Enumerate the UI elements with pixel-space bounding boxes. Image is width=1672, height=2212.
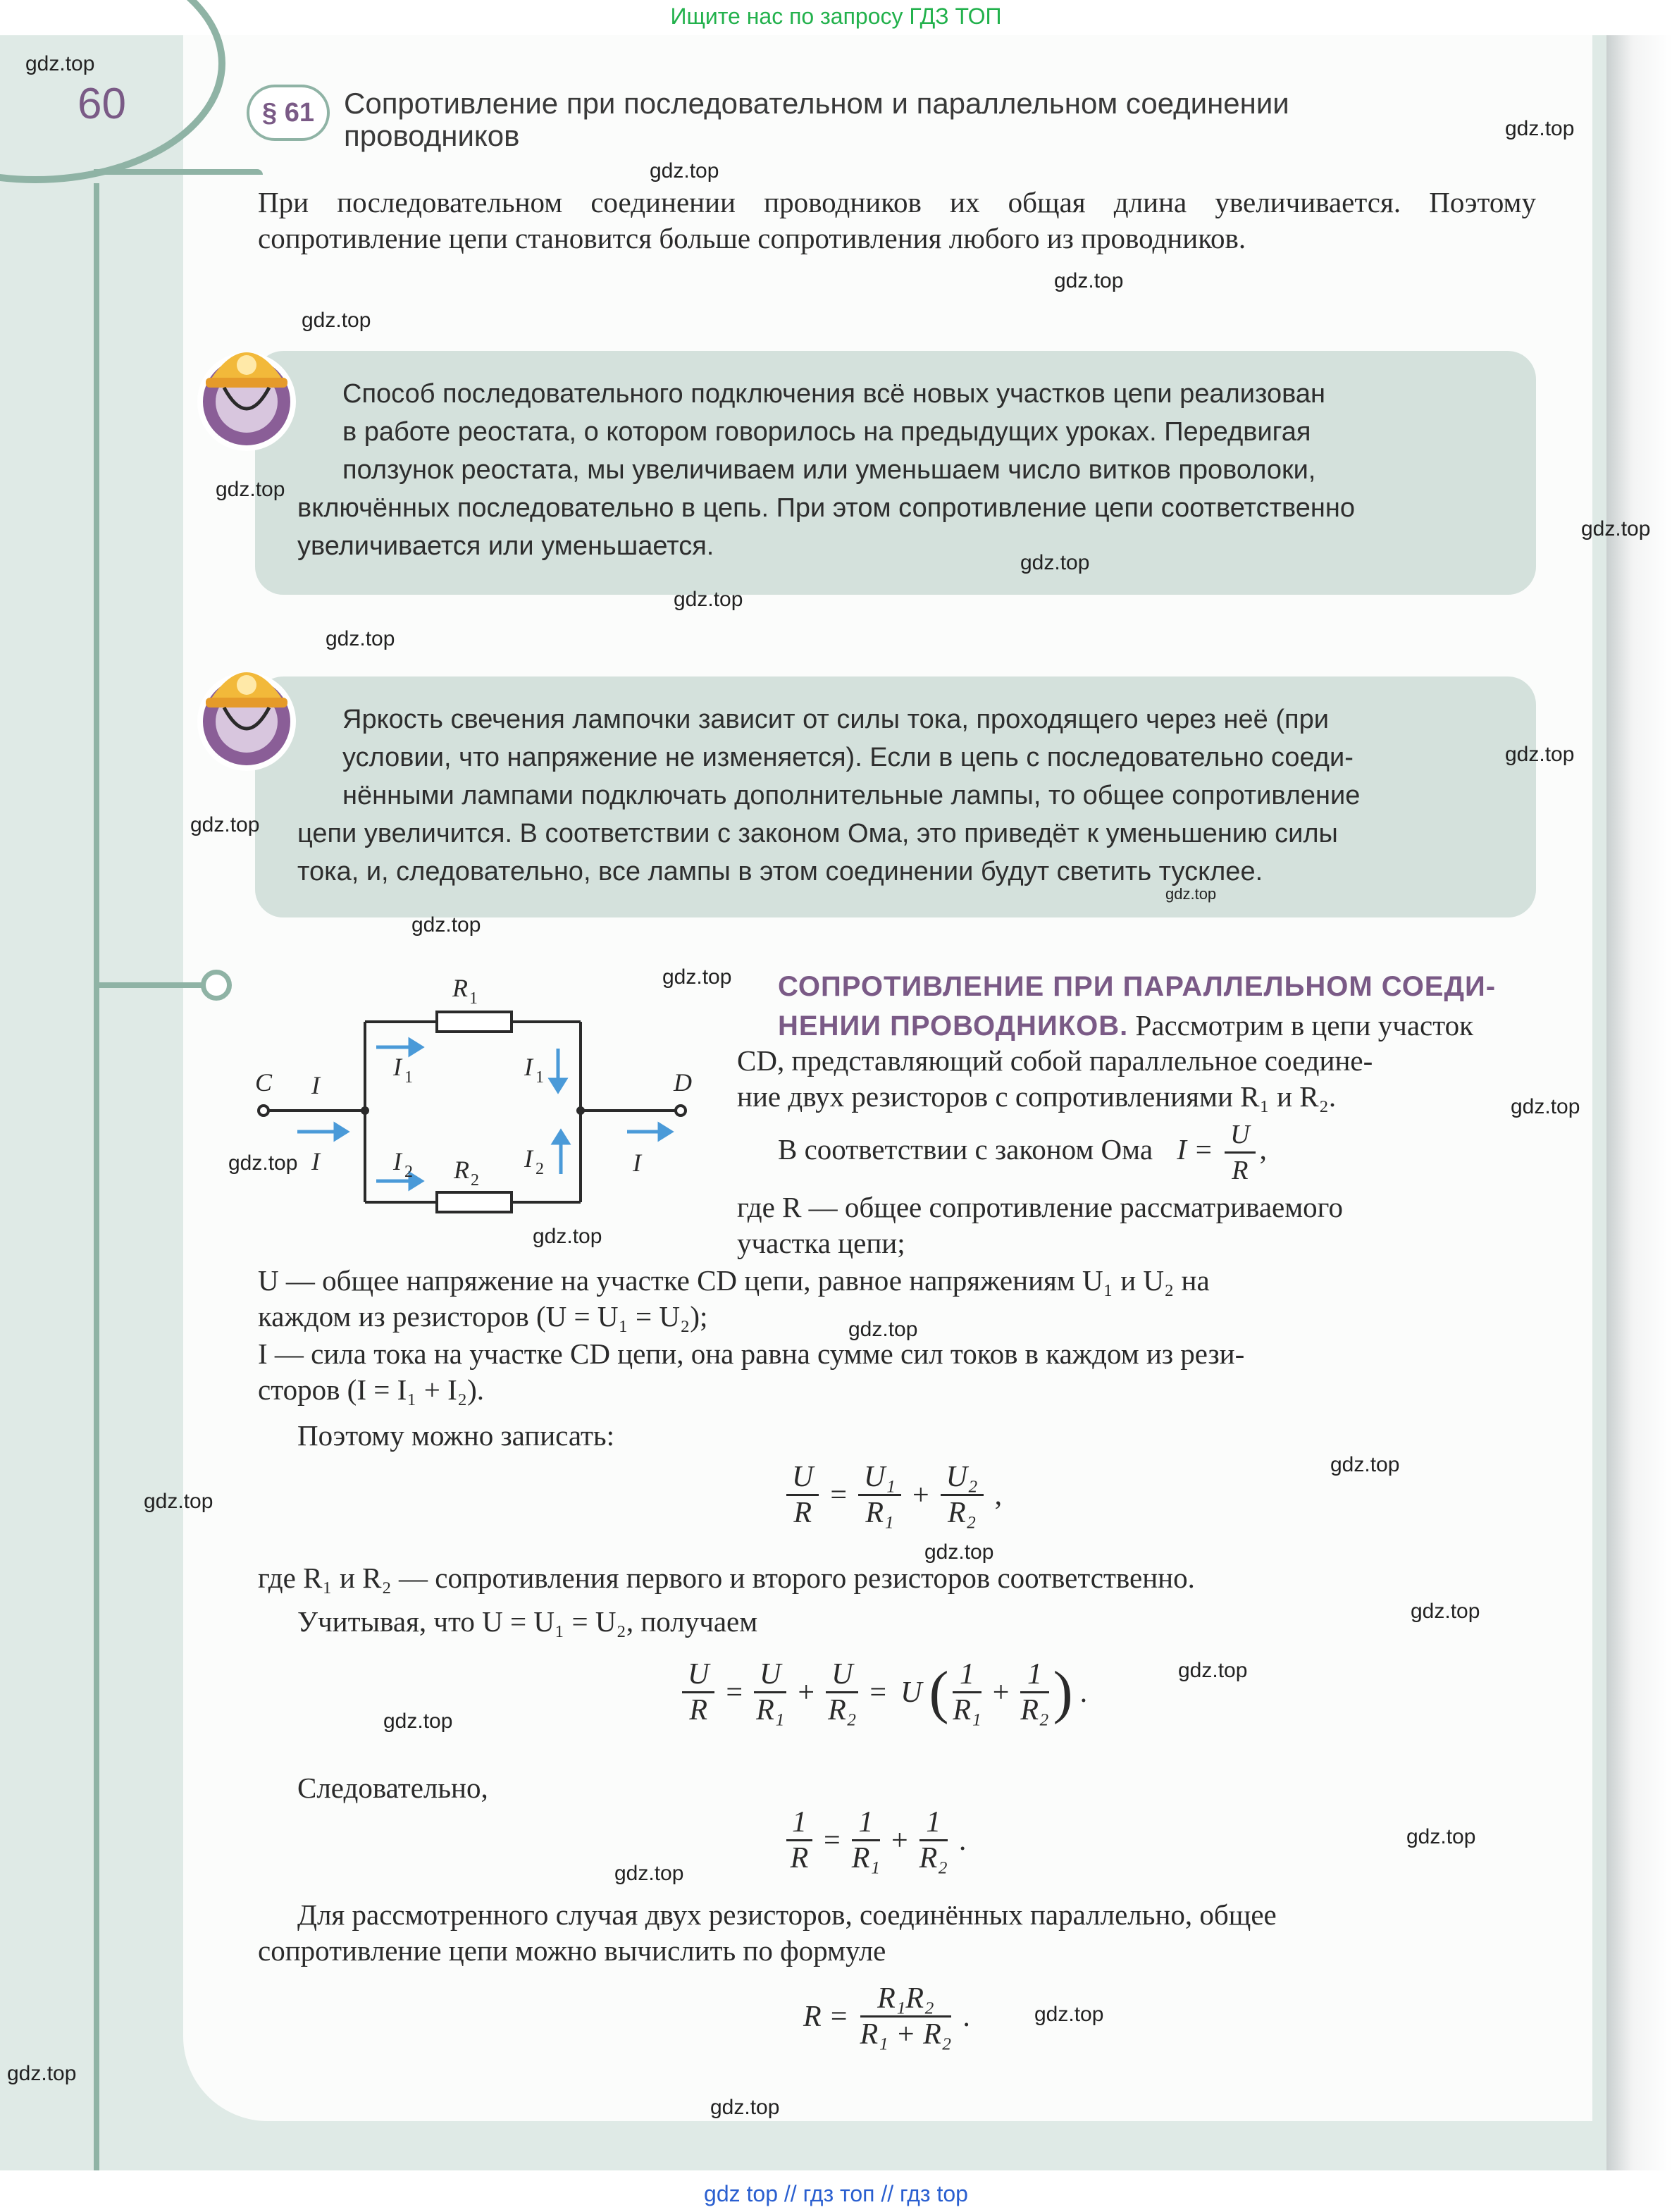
- watermark: gdz.top: [228, 1151, 298, 1175]
- note-1-line: Способ последовательного подключения всё новых участков цепи реализован: [342, 379, 1325, 409]
- page-number: 60: [78, 80, 126, 128]
- f3-a-num: 1: [786, 1805, 812, 1841]
- i1-label: I: [393, 1053, 402, 1081]
- consequently-text: Следовательно,: [297, 1772, 488, 1804]
- watermark: gdz.top: [25, 52, 95, 75]
- watermark: gdz.top: [614, 1862, 684, 1885]
- watermark: gdz.top: [383, 1710, 453, 1733]
- f1-c-num: U₂: [941, 1460, 984, 1496]
- i-definition: [258, 1336, 1536, 1408]
- i2-right-label: I: [524, 1144, 533, 1173]
- watermark: gdz.top: [1165, 885, 1217, 903]
- f2-d-den: R₁: [953, 1694, 981, 1726]
- watermark: gdz.top: [710, 2096, 780, 2119]
- r1-label: R: [452, 974, 468, 1002]
- parallel-lead: [737, 1043, 1536, 1115]
- formula-3: $\frac{1}{R}$ = $\frac{1}{\text{R₁}}$ + $\frac{1}{\text{R₂}}$ .: [782, 1805, 973, 1875]
- i-definition-line2: сторов (I = I₁ + I₂).: [258, 1373, 485, 1406]
- f2-c-den: R₂: [828, 1694, 857, 1726]
- watermark: gdz.top: [848, 1318, 918, 1341]
- r2-label: R: [454, 1156, 469, 1184]
- watermark: gdz.top: [411, 913, 481, 937]
- section-title-line1: Сопротивление при последовательном и параллельном соединении: [344, 87, 1289, 120]
- watermark: gdz.top: [674, 588, 743, 611]
- f3-b-den: R₁: [851, 1842, 880, 1874]
- watermark: gdz.top: [216, 478, 285, 501]
- watermark: gdz.top: [7, 2062, 77, 2085]
- ohm-num: U: [1225, 1118, 1255, 1154]
- i-definition-line1: I — сила тока на участке CD цепи, она равна сумме сил токов в каждом из рези-: [258, 1337, 1245, 1370]
- f1-c-den: R₂: [947, 1497, 977, 1529]
- f2-b-den: R₁: [756, 1694, 785, 1726]
- formula-4: R = $\frac{\text{R₁R₂}}{\text{R₁ + R₂}}$ .: [803, 1982, 970, 2051]
- f2-u: U: [900, 1676, 922, 1709]
- note-2-line: нёнными лампами подключать дополнительные лампы, то общее сопротивление: [342, 781, 1361, 810]
- margin-connector-circuit: [94, 982, 208, 988]
- watermark: gdz.top: [1581, 517, 1651, 540]
- watermark: gdz.top: [533, 1225, 602, 1248]
- i2-subscript: 2: [404, 1163, 413, 1181]
- final-text-line2: сопротивление цепи можно вычислить по формуле: [258, 1934, 886, 1967]
- r2-subscript: 2: [471, 1171, 479, 1190]
- parallel-heading-line1: СОПРОТИВЛЕНИЕ ПРИ ПАРАЛЛЕЛЬНОМ СОЕДИ-: [778, 971, 1497, 1002]
- node-c-label: C: [255, 1068, 273, 1096]
- f1-a-num: U: [786, 1460, 819, 1496]
- f3-a-den: R: [790, 1842, 809, 1874]
- node-d-label: D: [674, 1068, 692, 1096]
- note-1-line: включённых последовательно в цепь. При этом сопротивление цепи соответственно: [297, 493, 1356, 523]
- formula-1: $\frac{U}{R}$ = $\frac{\text{U₁}}{\text{R₁}}$ + $\frac{\text{U₂}}{\text{R₂}}$ ,: [782, 1460, 1009, 1530]
- note-2-line: тока, и, следовательно, все лампы в этом соединении будут светить тусклее.: [297, 857, 1263, 886]
- f2-c-num: U: [826, 1657, 858, 1693]
- note-1-line: ползунок реостата, мы увеличиваем или уменьшаем число витков проволоки,: [342, 455, 1316, 485]
- watermark: gdz.top: [1034, 2003, 1104, 2026]
- f3-c-num: 1: [919, 1805, 948, 1841]
- f4-den: R₁ + R₂: [860, 2018, 952, 2051]
- where-r-line2: участка цепи;: [737, 1227, 905, 1259]
- i2-label: I: [393, 1147, 402, 1175]
- watermark: gdz.top: [924, 1540, 994, 1564]
- note-2-line: условии, что напряжение не изменяется). Если в цепь с последовательно соеди-: [342, 743, 1354, 772]
- current-label: I: [311, 1071, 320, 1099]
- parallel-lead-3: ние двух резисторов с сопротивлениями R₁ и R₂.: [737, 1080, 1337, 1113]
- f3-b-num: 1: [852, 1805, 880, 1841]
- f2-e-num: 1: [1020, 1657, 1048, 1693]
- parallel-heading: [778, 967, 1539, 1046]
- watermark: gdz.top: [1406, 1825, 1476, 1848]
- u-definition-line2: каждом из резисторов (U = U₁ = U₂);: [258, 1300, 708, 1333]
- intro-paragraph: При последовательном соединении проводников их общая длина увеличивается. Поэтому сопротивление цепи становится больше сопротивления любого из проводников.: [258, 186, 1536, 254]
- watermark: gdz.top: [1411, 1600, 1480, 1623]
- f3-c-den: R₂: [919, 1842, 948, 1874]
- i2-right-subscript: 2: [535, 1160, 544, 1178]
- note-1-text: [297, 375, 1495, 565]
- bottom-banner[interactable]: gdz top // гдз топ // гдз top: [704, 2181, 968, 2206]
- parallel-lead-1: Рассмотрим в цепи участок: [1128, 1009, 1474, 1042]
- f2-e-den: R₂: [1020, 1694, 1049, 1726]
- where-r-line1: где R — общее сопротивление рассматриваемого: [737, 1191, 1343, 1223]
- final-text: [258, 1897, 1536, 1969]
- formula-2: $\frac{U}{R}$ = $\frac{U}{\text{R₁}}$ + $\frac{U}{\text{R₂}}$ = U ( $\frac{1}{\text{R₁}}$ + $\frac{1}{\text{R₂}}$ ) .: [678, 1657, 1094, 1727]
- top-banner[interactable]: Ищите нас по запросу ГДЗ ТОП: [0, 0, 1672, 32]
- watermark: gdz.top: [1505, 743, 1575, 766]
- u-definition-line1: U — общее напряжение на участке CD цепи, равное напряжениям U₁ и U₂ на: [258, 1264, 1210, 1297]
- section-title: [344, 87, 1506, 152]
- f1-b-den: R₁: [865, 1497, 894, 1529]
- f2-d-num: 1: [953, 1657, 981, 1693]
- margin-node: [201, 970, 232, 1001]
- watermark: gdz.top: [190, 813, 260, 836]
- watermark: gdz.top: [326, 627, 395, 650]
- i1-right-label: I: [524, 1053, 533, 1081]
- current-label: I: [311, 1147, 320, 1175]
- watermark: gdz.top: [650, 159, 719, 183]
- watermark: gdz.top: [1054, 269, 1124, 292]
- watermark: gdz.top: [1178, 1659, 1248, 1682]
- note-2-text: [297, 700, 1495, 891]
- helmet-icon: [190, 651, 310, 778]
- watermark: gdz.top: [1020, 551, 1090, 574]
- final-text-line1: Для рассмотренного случая двух резисторов, соединённых параллельно, общее: [297, 1898, 1277, 1931]
- section-badge: § 61: [247, 85, 330, 141]
- parallel-heading-line2: НЕНИИ ПРОВОДНИКОВ.: [778, 1011, 1129, 1042]
- ohm-law-line: В соответствии с законом Ома I = $\frac{U}{R}$ ,: [778, 1118, 1539, 1187]
- watermark: gdz.top: [144, 1490, 213, 1513]
- note-2-line: Яркость свечения лампочки зависит от силы тока, проходящего через неё (при: [342, 705, 1329, 734]
- note-1-line: увеличивается или уменьшается.: [297, 531, 714, 561]
- ohm-law-lhs: I =: [1177, 1132, 1213, 1166]
- helmet-icon: [190, 331, 310, 458]
- f1-b-num: U₁: [858, 1460, 901, 1496]
- therefore-text: Поэтому можно записать:: [297, 1419, 615, 1452]
- r1-subscript: 1: [469, 989, 478, 1008]
- f2-a-den: R: [689, 1694, 707, 1726]
- section-title-line2: проводников: [344, 119, 520, 152]
- note-2-line: цепи увеличится. В соответствии с законом Ома, это приведёт к уменьшению силы: [297, 819, 1338, 848]
- page-edge: [1606, 35, 1672, 2170]
- watermark: gdz.top: [662, 965, 732, 989]
- watermark: gdz.top: [1511, 1095, 1580, 1118]
- watermark: gdz.top: [1330, 1453, 1400, 1476]
- note-1-line: в работе реостата, о котором говорилось на предыдущих уроках. Передвигая: [342, 417, 1311, 447]
- given-text: Учитывая, что U = U₁ = U₂, получаем: [297, 1605, 758, 1638]
- ohm-den: R: [1232, 1156, 1249, 1185]
- margin-connector-top: [94, 169, 263, 175]
- f2-a-num: U: [682, 1657, 714, 1693]
- i1-subscript: 1: [404, 1068, 413, 1087]
- r12-definition: где R₁ и R₂ — сопротивления первого и второго резисторов соответственно.: [258, 1562, 1195, 1594]
- circuit-diagram: [247, 965, 705, 1226]
- watermark: gdz.top: [1505, 117, 1575, 140]
- margin-line: [94, 183, 99, 2170]
- i1-right-subscript: 1: [535, 1068, 544, 1087]
- f4-lhs: R =: [803, 2000, 849, 2033]
- parallel-lead-2: CD, представляющий собой параллельное соедине-: [737, 1044, 1373, 1077]
- f4-num: R₁R₂: [860, 1982, 952, 2018]
- watermark: gdz.top: [302, 309, 371, 332]
- current-label: I: [633, 1149, 641, 1177]
- where-r: [737, 1190, 1536, 1261]
- f1-a-den: R: [793, 1497, 812, 1529]
- f2-b-num: U: [754, 1657, 786, 1693]
- ohm-law-text: В соответствии с законом Ома: [778, 1132, 1153, 1166]
